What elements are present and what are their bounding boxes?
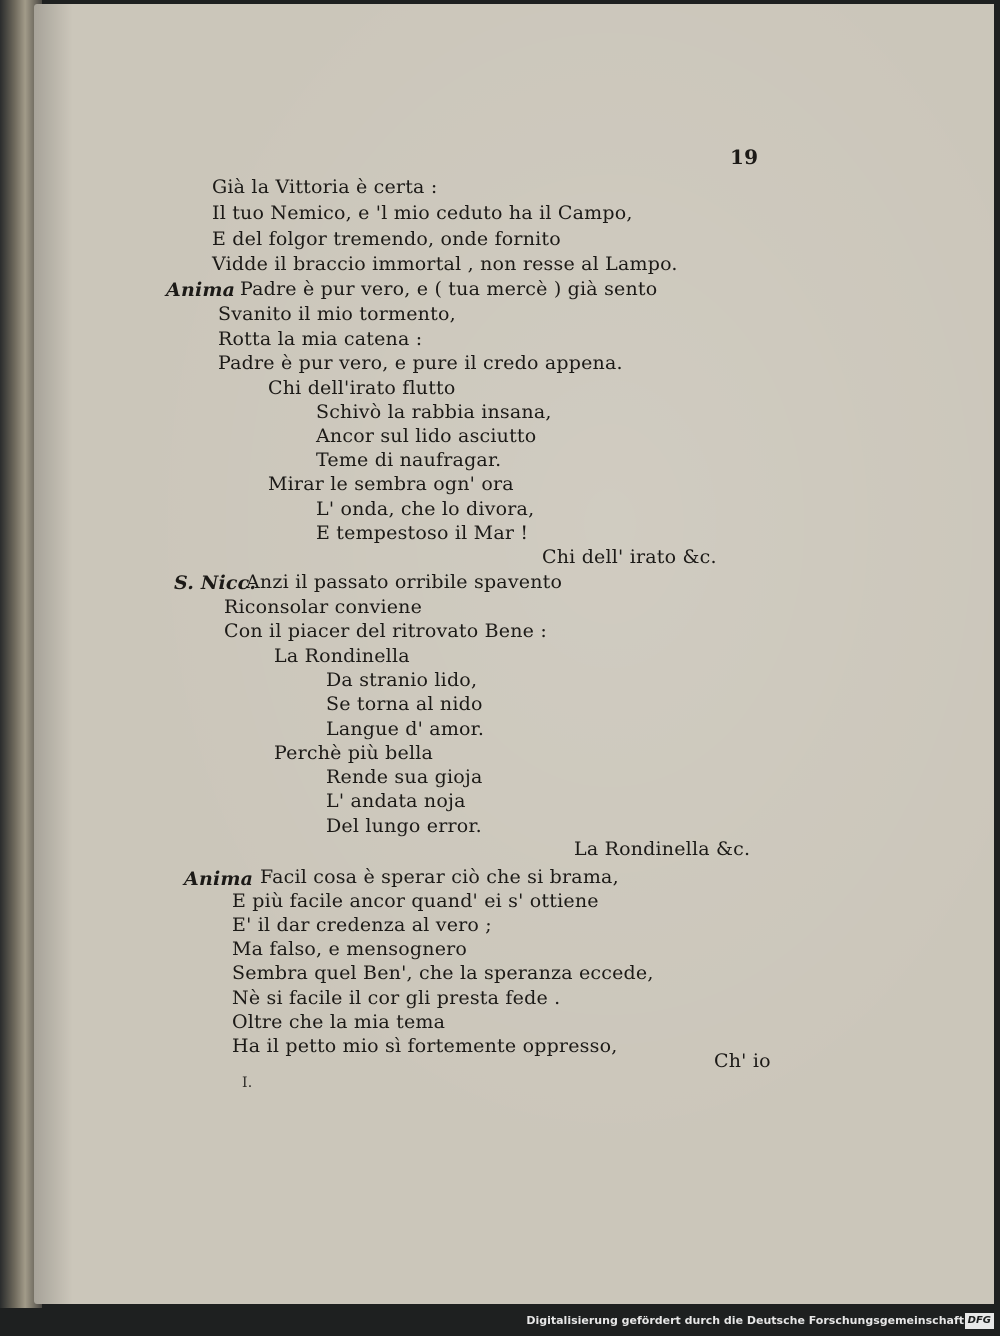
text-line: L' andata noja — [326, 790, 466, 812]
text-line: Perchè più bella — [274, 742, 434, 764]
speaker-label: Anima — [184, 868, 254, 890]
text-line: L' onda, che lo divora, — [316, 498, 535, 520]
text-line: La Rondinella — [274, 645, 410, 667]
text-line: Padre è pur vero, e pure il credo appena. — [218, 352, 623, 374]
text-line: E più facile ancor quand' ei s' ottiene — [232, 890, 599, 912]
dfg-logo-icon: DFG — [965, 1313, 994, 1329]
catchword: Ch' io — [714, 1050, 771, 1072]
text-line: Sembra quel Ben', che la speranza eccede, — [232, 962, 654, 984]
text-line: Rotta la mia catena : — [218, 328, 423, 350]
text-line: Padre è pur vero, e ( tua mercè ) già sento — [240, 278, 658, 300]
text-line: Con il piacer del ritrovato Bene : — [224, 620, 547, 642]
text-line: E' il dar credenza al vero ; — [232, 914, 492, 936]
text-line: Del lungo error. — [326, 815, 482, 837]
text-line: Il tuo Nemico, e 'l mio ceduto ha il Campo, — [212, 202, 633, 224]
page-number: 19 — [730, 145, 759, 169]
text-line: Chi dell' irato &c. — [542, 546, 717, 568]
text-line: Svanito il mio tormento, — [218, 303, 456, 325]
text-line: Teme di naufragar. — [316, 449, 502, 471]
signature-mark: I. — [242, 1075, 253, 1091]
text-line: Langue d' amor. — [326, 718, 485, 740]
footer-credit: Digitalisierung gefördert durch die Deutsche Forschungsgemeinschaft — [526, 1314, 964, 1327]
text-line: Rende sua gioja — [326, 766, 483, 788]
text-line: Anzi il passato orribile spavento — [246, 571, 563, 593]
speaker-label: Anima — [166, 279, 236, 301]
speaker-label: S. Nicc. — [174, 572, 257, 594]
text-line: Chi dell'irato flutto — [268, 377, 456, 399]
text-line: Ma falso, e mensognero — [232, 938, 468, 960]
text-line: E tempestoso il Mar ! — [316, 522, 529, 544]
text-line: Già la Vittoria è certa : — [212, 176, 438, 198]
text-line: Vidde il braccio immortal , non resse al Lampo. — [212, 253, 678, 275]
text-line: Ha il petto mio sì fortemente oppresso, — [232, 1035, 618, 1057]
text-line: Se torna al nido — [326, 693, 483, 715]
text-line: La Rondinella &c. — [574, 838, 751, 860]
text-line: Mirar le sembra ogn' ora — [268, 473, 514, 495]
text-line: Oltre che la mia tema — [232, 1011, 446, 1033]
text-line: Nè si facile il cor gli presta fede . — [232, 987, 561, 1009]
text-line: Schivò la rabbia insana, — [316, 401, 552, 423]
text-line: Facil cosa è sperar ciò che si brama, — [260, 866, 619, 888]
text-line: Riconsolar conviene — [224, 596, 423, 618]
text-line: Ancor sul lido asciutto — [316, 425, 537, 447]
text-line: E del folgor tremendo, onde fornito — [212, 228, 561, 250]
book-page — [34, 4, 994, 1304]
text-line: Da stranio lido, — [326, 669, 478, 691]
